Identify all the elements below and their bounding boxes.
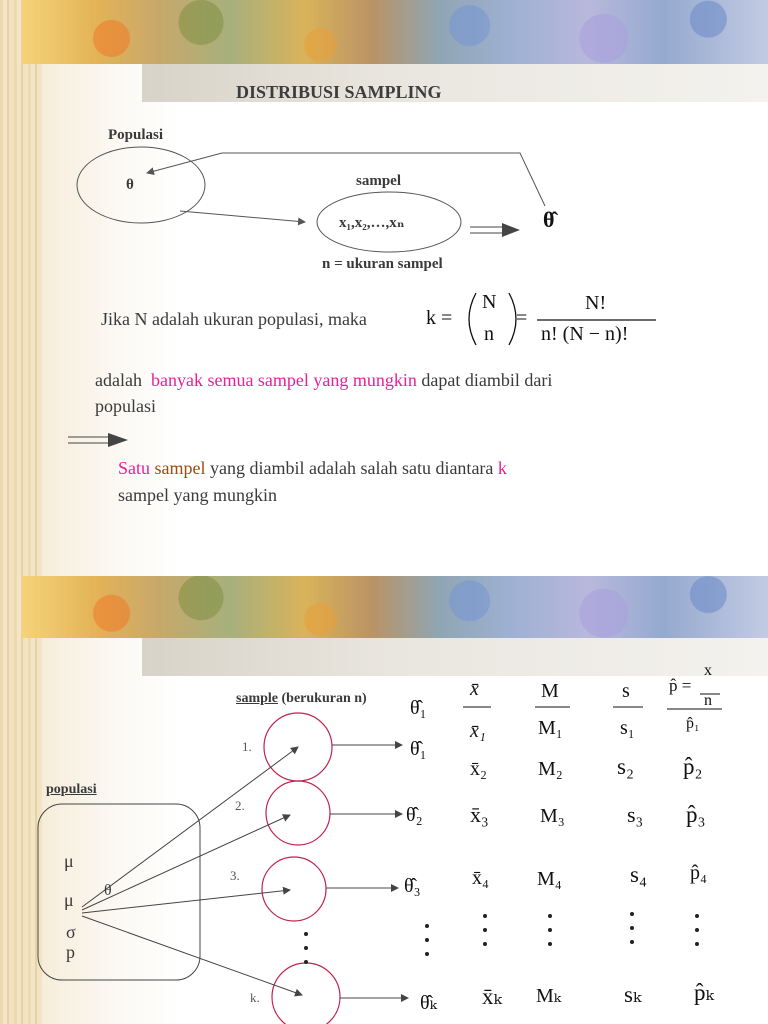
- header-xbar: x̄: [470, 678, 479, 700]
- double-arrow-icon: [470, 223, 520, 237]
- header-median: M: [541, 680, 559, 702]
- formula-equals: =: [516, 307, 528, 329]
- binom-left-paren: [469, 293, 476, 345]
- row4-xbar: x̄₄: [472, 867, 489, 889]
- conclusion-middle: yang diambil adalah salah satu diantara: [210, 458, 494, 478]
- binom-bottom: n: [484, 323, 494, 345]
- fraction-numerator: N!: [585, 292, 607, 314]
- row2-xbar: x̄₂: [470, 758, 487, 780]
- formula-k: k =: [426, 307, 453, 329]
- sample-circle-2: [266, 781, 330, 845]
- binom-right-paren: [509, 293, 516, 345]
- rowk-s: sₖ: [624, 982, 642, 1007]
- rowk-median: Mₖ: [536, 985, 562, 1007]
- fraction-denominator: n! (N − n)!: [541, 323, 629, 345]
- theta-symbol: θ: [126, 177, 134, 193]
- theta-hat-symbol: θ̂: [543, 207, 555, 232]
- row-number-1: 1.: [242, 739, 252, 754]
- pop-arrow-1: [82, 747, 298, 907]
- row3-theta: θ̂₂: [406, 804, 423, 826]
- rowk-theta: θ̂ₖ: [420, 992, 437, 1014]
- param-mu-2: μ: [64, 890, 74, 910]
- row3-xbar: x̄₃: [470, 802, 489, 827]
- param-mu-1: μ: [64, 851, 74, 871]
- row4-s: s₄: [630, 862, 647, 887]
- population-box: [38, 804, 200, 980]
- rowk-xbar: x̄ₖ: [482, 984, 502, 1009]
- population-to-sample-arrow: [180, 211, 305, 222]
- conclusion-line-1: [118, 458, 507, 479]
- row1-phat: p̂₁: [686, 715, 700, 732]
- row1-median: M₁: [538, 717, 563, 739]
- sample-circle-k: [272, 963, 340, 1024]
- row-number-k: k.: [250, 990, 260, 1005]
- row1-s: s₁: [620, 717, 635, 739]
- sample-size-heading: [236, 691, 367, 707]
- sample-set: x₁,x₂,…,xₙ: [339, 215, 405, 231]
- header-phat: p̂ =: [669, 676, 692, 695]
- explanation-text-b: dapat diambil dari: [421, 370, 553, 390]
- header-theta: θ̂₁: [410, 697, 427, 719]
- row-number-3: 3.: [230, 868, 240, 883]
- explanation-highlight: banyak semua sampel yang mungkin: [150, 370, 417, 390]
- row3-s: s₃: [627, 802, 644, 827]
- conclusion-line-2: sampel yang mungkin: [118, 485, 277, 505]
- row1-xbar: x̄₁: [470, 720, 486, 742]
- sample-circle-3: [262, 857, 326, 921]
- sample-label: sampel: [356, 173, 401, 189]
- pop-arrow-3: [82, 890, 290, 913]
- formula-intro: Jika N adalah ukuran populasi, maka: [101, 309, 367, 329]
- continuation-dots: [304, 912, 699, 964]
- header-phat-den: n: [704, 692, 712, 709]
- row2-phat: p̂₂: [683, 754, 703, 779]
- population-label: Populasi: [108, 127, 164, 143]
- sample-size-text: (berukuran n): [281, 691, 367, 706]
- pop-arrow-2: [82, 815, 290, 910]
- row2-s: s₂: [617, 754, 634, 779]
- row-number-2: 2.: [235, 798, 245, 813]
- row4-median: M₄: [537, 868, 562, 890]
- conclusion-arrow-icon: [68, 433, 128, 447]
- population-label: populasi: [46, 782, 97, 797]
- row4-phat: p̂₄: [690, 862, 707, 884]
- conclusion-satu: Satu: [118, 458, 151, 478]
- header-s: s: [622, 680, 630, 702]
- theta-label: θ: [104, 882, 112, 899]
- row3-phat: p̂₃: [686, 802, 706, 827]
- explanation-line-2: populasi: [95, 396, 156, 416]
- sample-size-label: n = ukuran sampel: [322, 256, 443, 272]
- row1-theta: θ̂₁: [410, 738, 427, 760]
- param-sigma: σ: [66, 922, 76, 942]
- sampling-distribution-diagram: [0, 512, 768, 1024]
- row2-median: M₂: [538, 758, 563, 780]
- sample-word: sample: [236, 691, 278, 706]
- param-p: p: [66, 942, 75, 962]
- explanation-text-a: adalah: [95, 370, 142, 390]
- slide-title: DISTRIBUSI SAMPLING: [236, 82, 442, 102]
- conclusion-sampel: sampel: [154, 458, 206, 478]
- row3-median: M₃: [540, 805, 565, 827]
- explanation-line-1: [95, 370, 552, 391]
- rowk-phat: p̂ₖ: [694, 980, 714, 1005]
- header-phat-num: x: [704, 662, 712, 679]
- conclusion-k: k: [497, 458, 507, 478]
- row4-theta: θ̂₃: [404, 875, 421, 897]
- slide-2: [0, 512, 768, 1024]
- binom-top: N: [482, 291, 497, 313]
- pop-arrow-k: [82, 916, 302, 995]
